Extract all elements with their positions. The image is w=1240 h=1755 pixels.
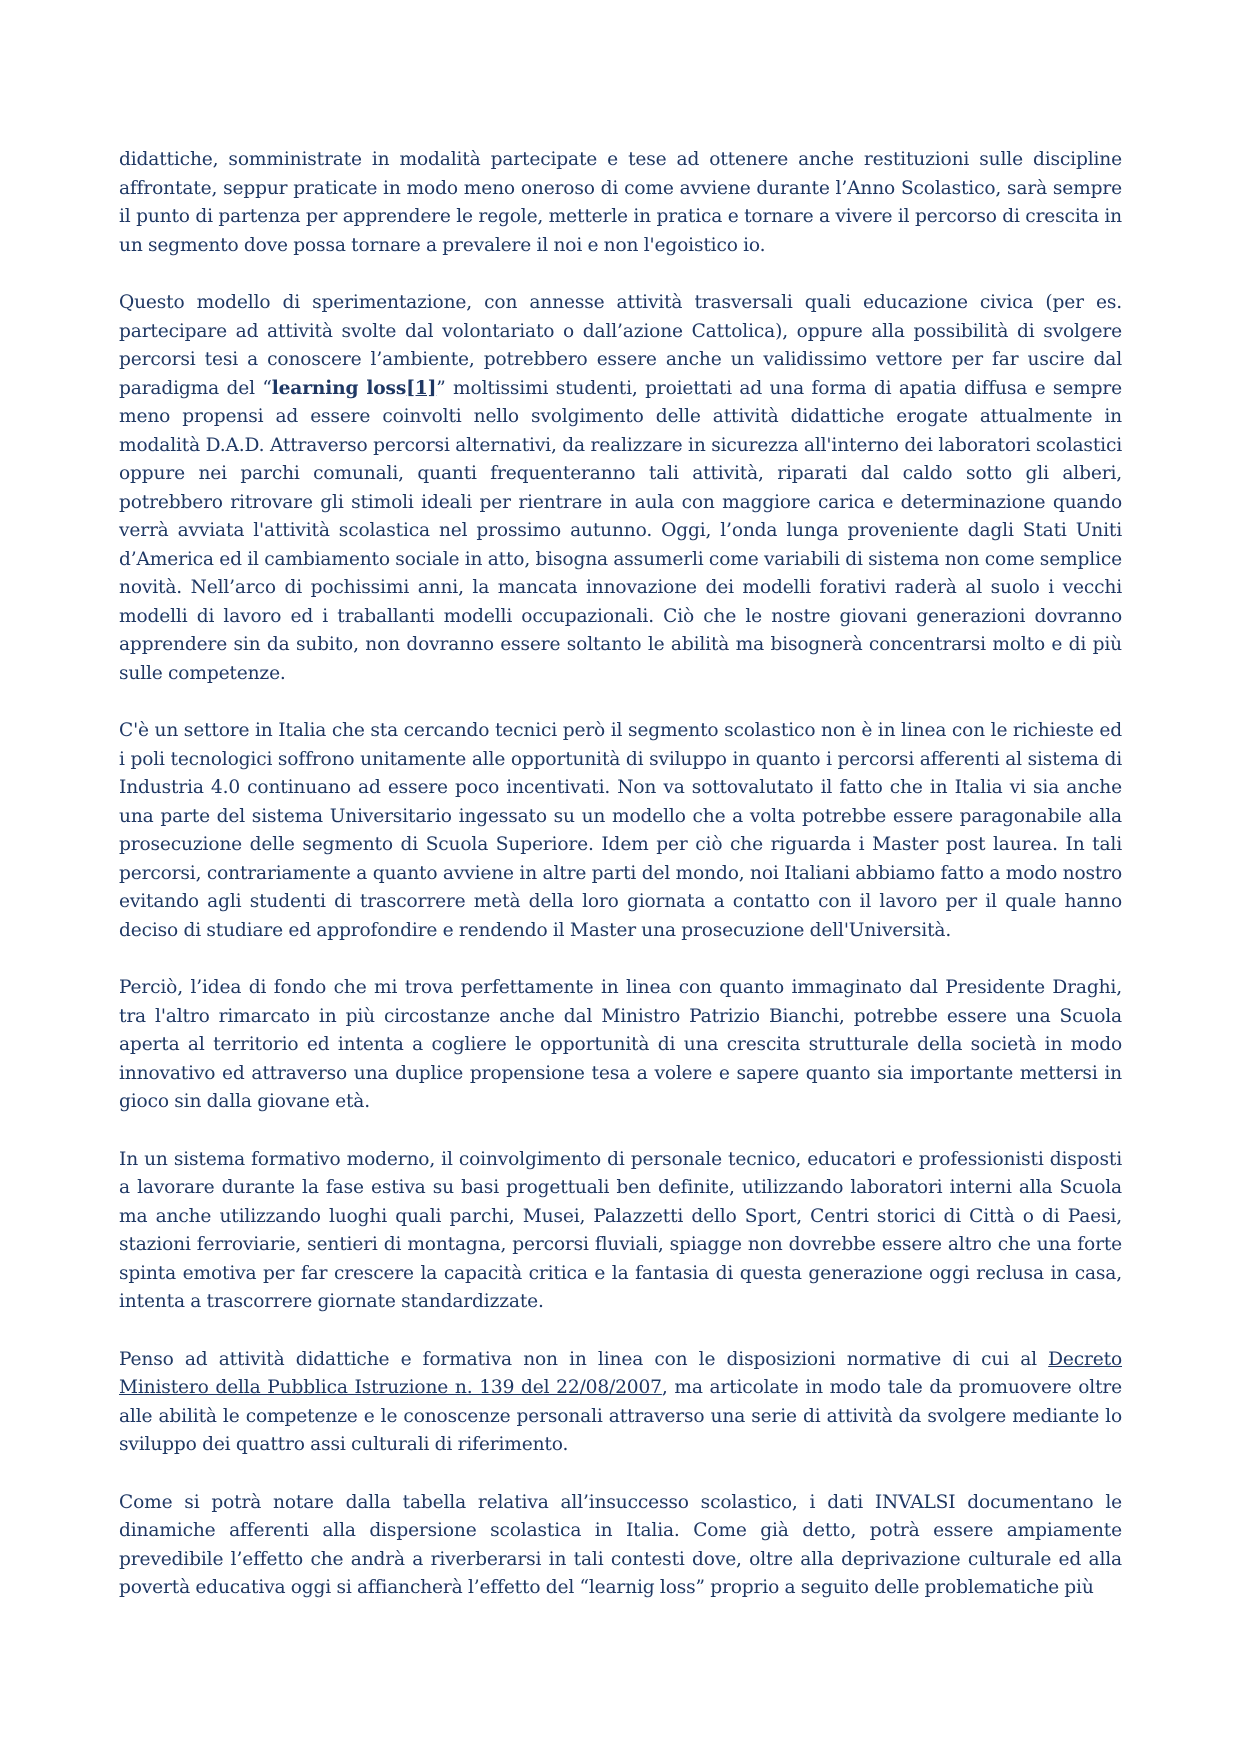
paragraph-2-text-start: Questo modello di sperimentazione, con annesse attività trasversali quali educazione civica (per es. partecipare ad attività svolte dal volontariato o dall’azione Cattolica), oppure alla possibilità di svolgere percorsi tesi a conoscere l’ambiente, potrebbero essere anche un validissimo vettore per far uscire dal paradigma del “ (119, 292, 1122, 399)
paragraph-3: C'è un settore in Italia che sta cercando tecnici però il segmento scolastico non è in linea con le richieste ed i poli tecnologici soffrono unitamente alle opportunità di sviluppo in quanto i percorsi afferenti al sistema di Industria 4.0 continuano ad essere poco incentivati. Non va sottovalutato il fatto che in Italia vi sia anche una parte del sistema Universitario ingessato su un modello che a volta potrebbe essere paragonabile alla prosecuzione delle segmento di Scuola Superiore. Idem per ciò che riguarda i Master post laurea. In tali percorsi, contrariamente a quanto avviene in altre parti del mondo, noi Italiani abbiamo fatto a modo nostro evitando agli studenti di trascorrere metà della loro giornata a contatto con il lavoro per il quale hanno deciso di studiare ed approfondire e rendendo il Master una prosecuzione dell'Università. (119, 720, 1122, 941)
paragraph-6-text-start: Penso ad attività didattiche e formativa non in linea con le disposizioni normative di cui al (119, 1348, 1049, 1370)
footnote-link-1[interactable]: [1] (406, 377, 437, 399)
paragraph-7: Come si potrà notare dalla tabella relativa all’insuccesso scolastico, i dati INVALSI documentano le dinamiche afferenti alla dispersione scolastica in Italia. Come già detto, potrà essere ampiamente prevedibile l’effetto che andrà a riverberarsi in tali contesti dove, oltre alla deprivazione culturale ed alla povertà educativa oggi si affiancherà l’effetto del “learnig loss” proprio a seguito delle problematiche più (119, 1491, 1122, 1598)
paragraph-6 (119, 1346, 1122, 1460)
paragraph-1: didattiche, somministrate in modalità partecipate e tese ad ottenere anche restituzioni sulle discipline affrontate, seppur praticate in modo meno oneroso di come avviene durante l’Anno Scolastico, sarà sempre il punto di partenza per apprendere le regole, metterle in pratica e tornare a vivere il percorso di crescita in un segmento dove possa tornare a prevalere il noi e non l'egoistico io. (119, 149, 1122, 256)
paragraph-2 (119, 289, 1122, 688)
paragraph-5: In un sistema formativo moderno, il coinvolgimento di personale tecnico, educatori e professionisti disposti a lavorare durante la fase estiva su basi progettuali ben definite, utilizzando laboratori interni alla Scuola ma anche utilizzando luoghi quali parchi, Musei, Palazzetti dello Sport, Centri storici di Città o di Paesi, stazioni ferroviarie, sentieri di montagna, percorsi fluviali, spiagge non dovrebbe essere altro che una forte spinta emotiva per far crescere la capacità critica e la fantasia di questa generazione oggi reclusa in casa, intenta a trascorrere giornate standardizzate. (119, 1148, 1122, 1312)
decree-link[interactable]: Decreto Ministero della Pubblica Istruzione n. 139 del 22/08/2007 (119, 1348, 1122, 1398)
paragraph-2-text-end: ” moltissimi studenti, proiettati ad una forma di apatia diffusa e sempre meno propensi ad essere coinvolti nello svolgimento delle attività didattiche erogate attualmente in modalità D.A.D. Attraverso percorsi alternativi, da realizzare in sicurezza all'interno dei laboratori scolastici oppure nei parchi comunali, quanti frequenteranno tali attività, riparati dal caldo sotto gli alberi, potrebbero ritrovare gli stimoli ideali per rientrare in aula con maggiore carica e determinazione quando verrà avviata l'attività scolastica nel prossimo autunno. Oggi, l’onda lunga proveniente dagli Stati Uniti d’America ed il cambiamento sociale in atto, bisogna assumerli come variabili di sistema non come semplice novità. Nell’arco di pochissimi anni, la mancata innovazione dei modelli forativi raderà al suolo i vecchi modelli di lavoro ed i traballanti modelli occupazionali. Ciò che le nostre giovani generazioni dovranno apprendere sin da subito, non dovranno essere soltanto le abilità ma bisognerà concentrarsi molto e di più sulle competenze. (119, 377, 1122, 684)
paragraph-4: Perciò, l’idea di fondo che mi trova perfettamente in linea con quanto immaginato dal Presidente Draghi, tra l'altro rimarcato in più circostanze anche dal Ministro Patrizio Bianchi, potrebbe essere una Scuola aperta al territorio ed intenta a cogliere le opportunità di una crescita strutturale della società in modo innovativo ed attraverso una duplice propensione tesa a volere e sapere quanto sia importante mettersi in gioco sin dalla giovane età. (119, 977, 1122, 1112)
learning-loss-term: learning loss (271, 377, 407, 399)
document-page (119, 146, 1122, 1603)
paragraph-6-text-end: , ma articolate in modo tale da promuovere oltre alle abilità le competenze e le conoscenze personali attraverso una serie di attività da svolgere mediante lo sviluppo dei quattro assi culturali di riferimento. (119, 1377, 1122, 1455)
